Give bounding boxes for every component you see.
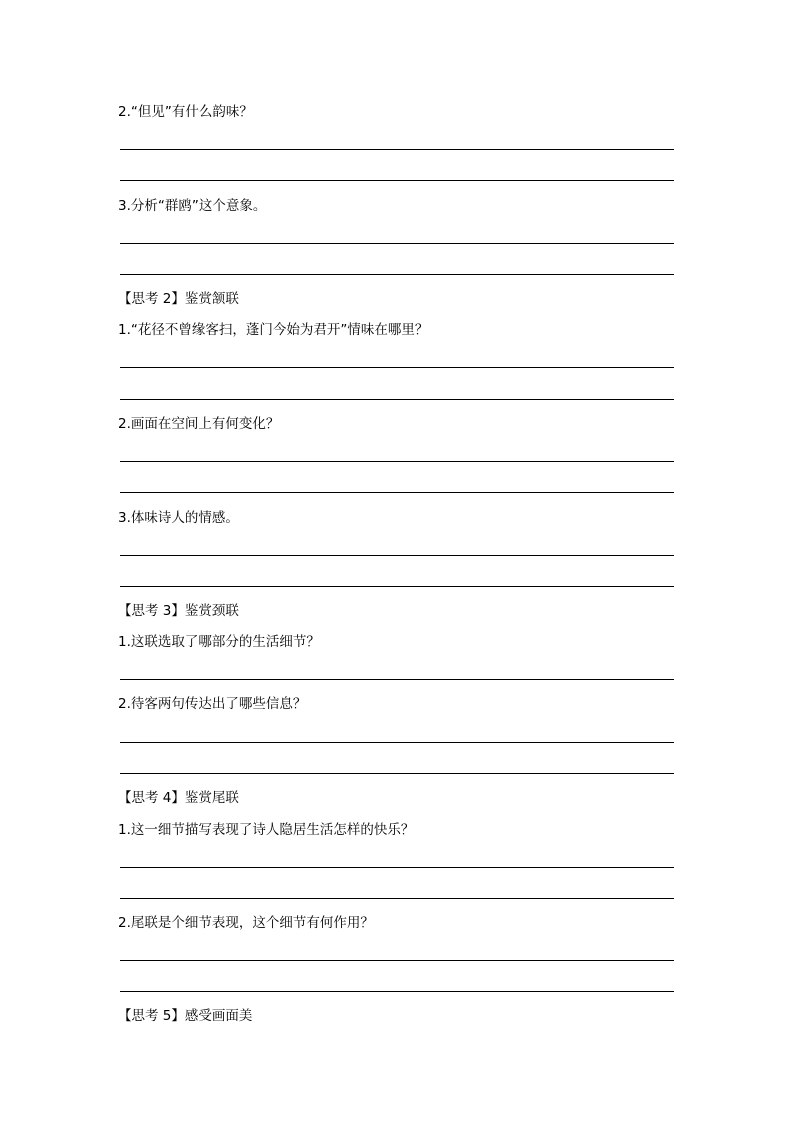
answer-line[interactable] bbox=[120, 586, 674, 587]
answer-line[interactable] bbox=[120, 742, 674, 743]
answer-line[interactable] bbox=[120, 867, 674, 868]
question-text: 3.分析“群鸥”这个意象。 bbox=[118, 198, 267, 214]
answer-line[interactable] bbox=[120, 274, 674, 275]
answer-line[interactable] bbox=[120, 898, 674, 899]
answer-line[interactable] bbox=[120, 399, 674, 400]
answer-line[interactable] bbox=[120, 679, 674, 680]
section-heading: 【思考 4】鉴赏尾联 bbox=[118, 790, 239, 806]
question-text: 1.“花径不曾缘客扫，蓬门今始为君开”情味在哪里？ bbox=[118, 322, 429, 338]
question-text: 3.体味诗人的情感。 bbox=[118, 510, 239, 526]
question-text: 2.画面在空间上有何变化？ bbox=[118, 416, 280, 432]
section-heading: 【思考 3】鉴赏颈联 bbox=[118, 603, 239, 619]
answer-line[interactable] bbox=[120, 773, 674, 774]
section-heading: 【思考 2】鉴赏颔联 bbox=[118, 291, 239, 307]
answer-line[interactable] bbox=[120, 461, 674, 462]
section-heading: 【思考 5】感受画面美 bbox=[118, 1008, 253, 1024]
answer-line[interactable] bbox=[120, 492, 674, 493]
question-text: 2.“但见”有什么韵味？ bbox=[118, 104, 253, 120]
question-text: 2.待客两句传达出了哪些信息？ bbox=[118, 696, 307, 712]
question-text: 1.这联选取了哪部分的生活细节？ bbox=[118, 634, 320, 650]
question-text: 2.尾联是个细节表现，这个细节有何作用？ bbox=[118, 915, 374, 931]
question-text: 1.这一细节描写表现了诗人隐居生活怎样的快乐？ bbox=[118, 822, 415, 838]
answer-line[interactable] bbox=[120, 149, 674, 150]
answer-line[interactable] bbox=[120, 555, 674, 556]
answer-line[interactable] bbox=[120, 367, 674, 368]
answer-line[interactable] bbox=[120, 991, 674, 992]
answer-line[interactable] bbox=[120, 180, 674, 181]
answer-line[interactable] bbox=[120, 243, 674, 244]
answer-line[interactable] bbox=[120, 960, 674, 961]
